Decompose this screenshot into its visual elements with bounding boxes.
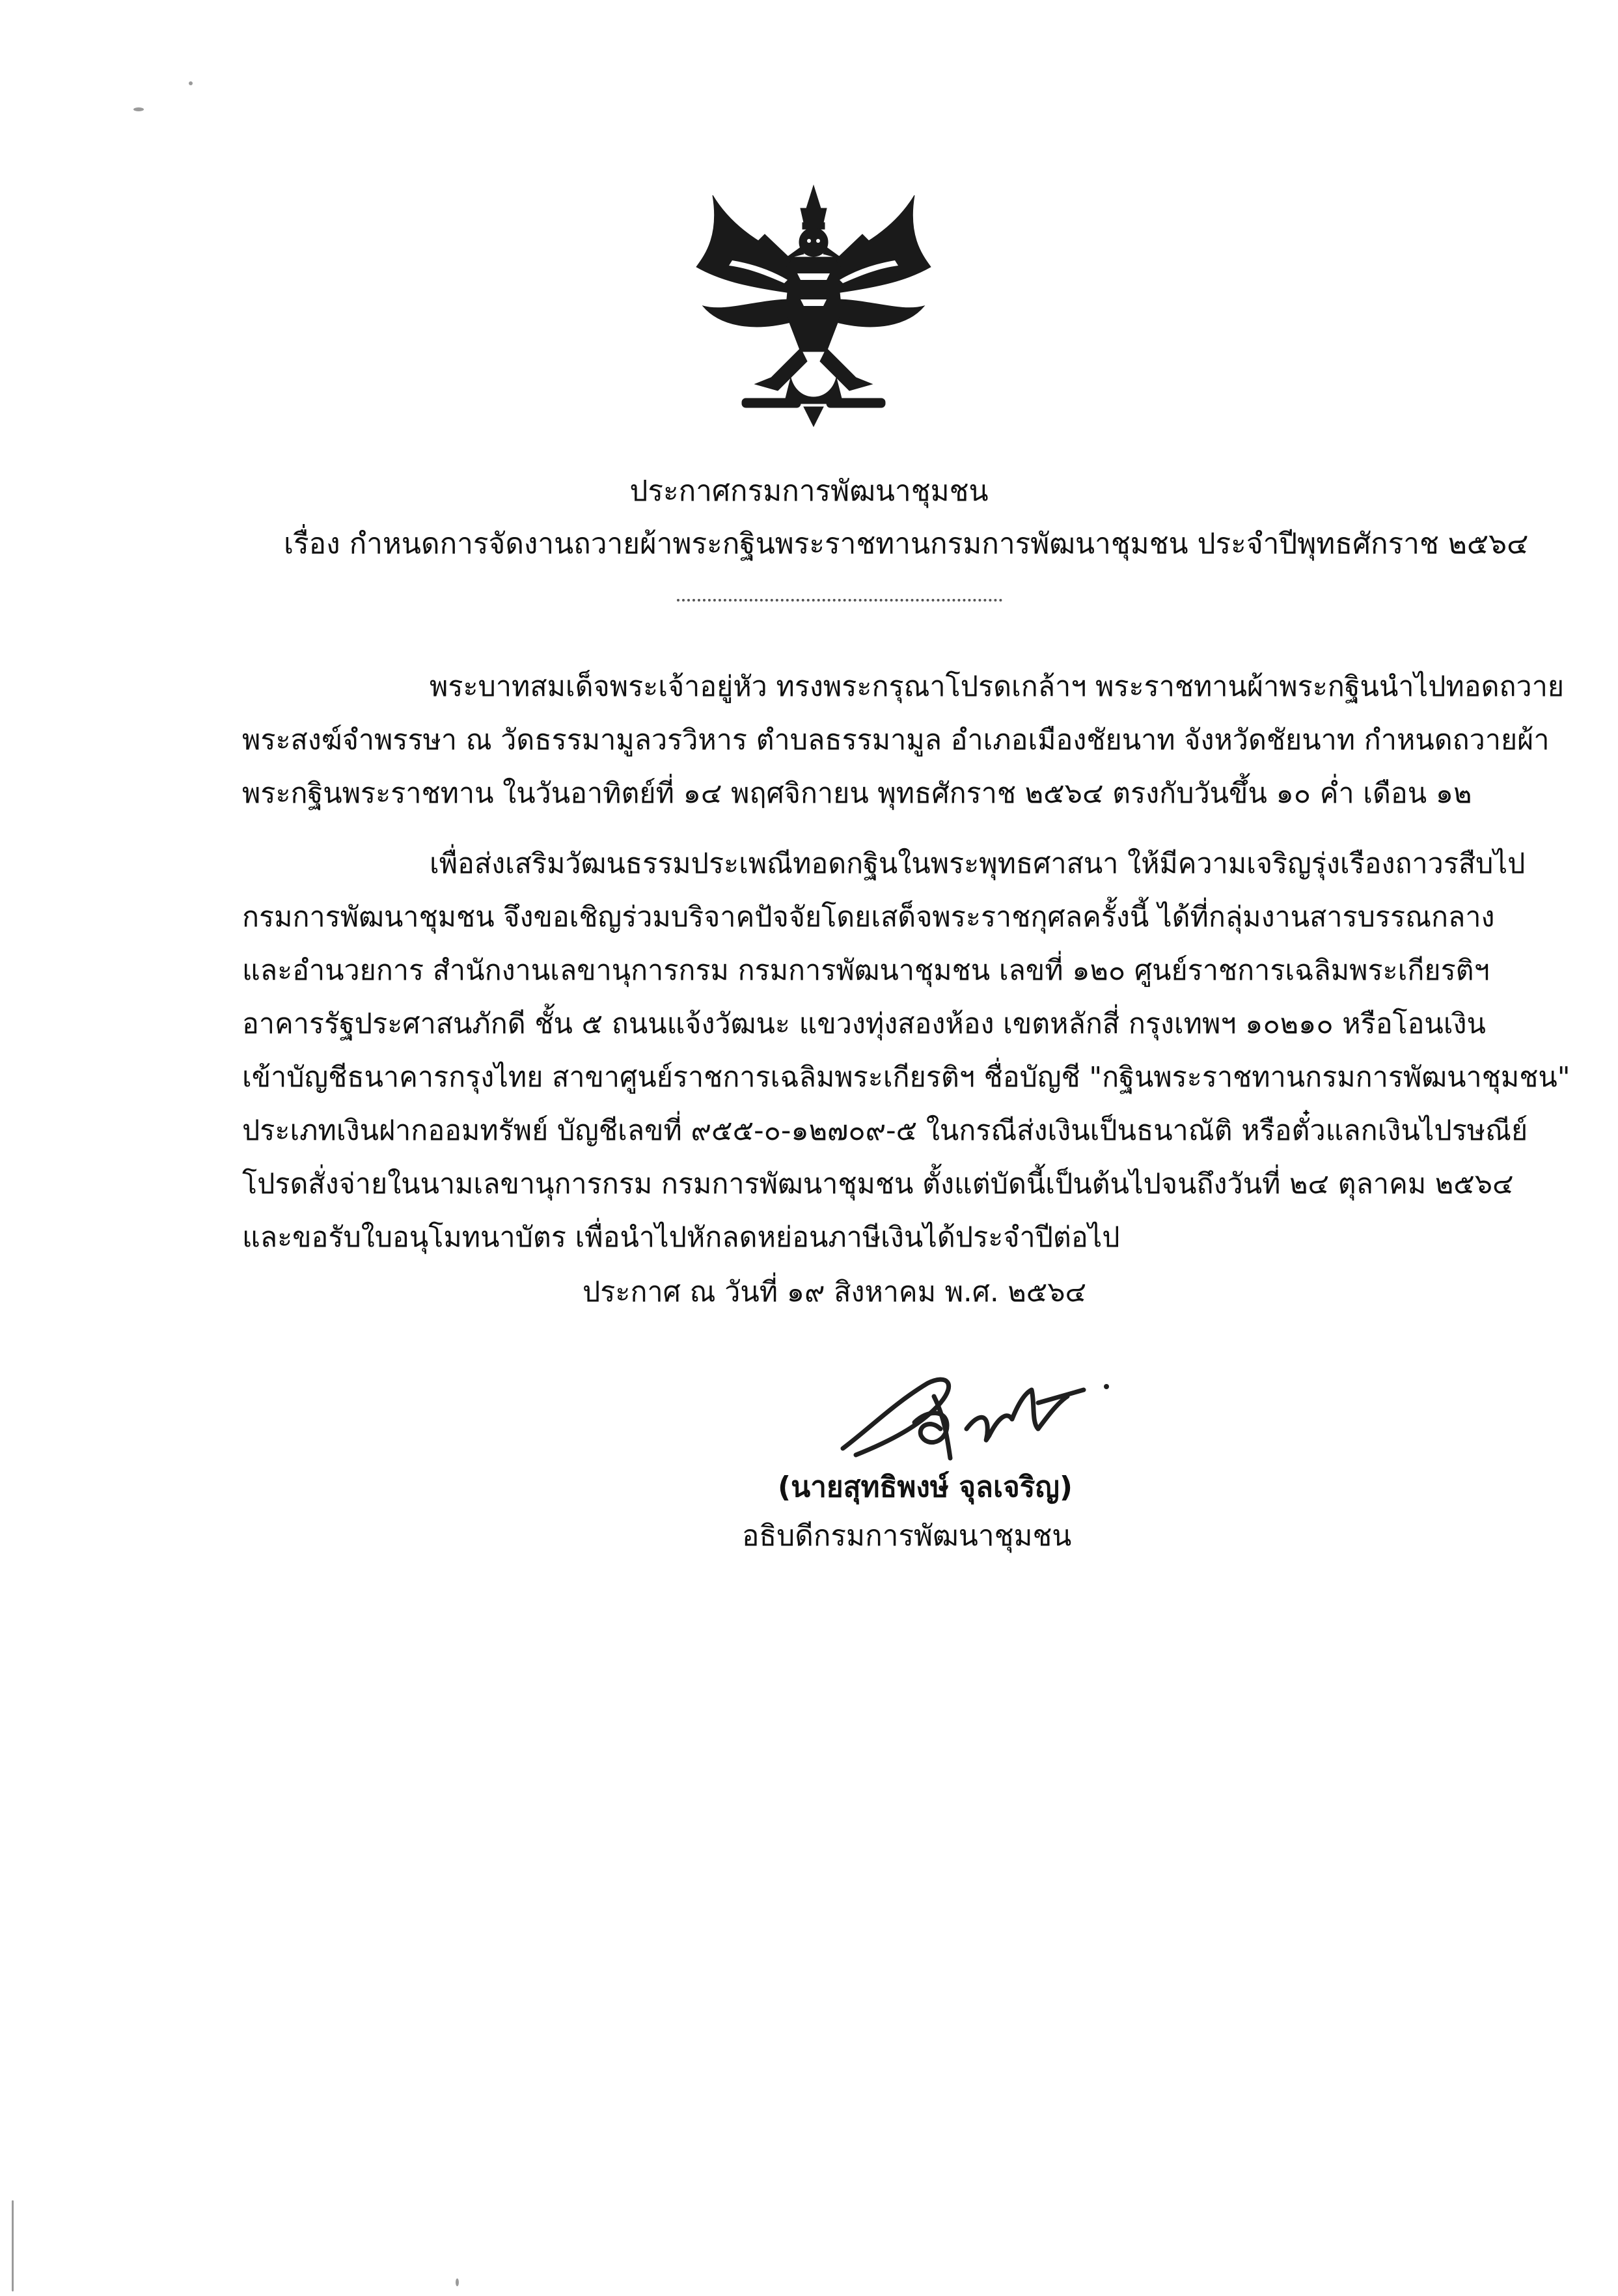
announcement-date: ประกาศ ณ วันที่ ๑๙ สิงหาคม พ.ศ. ๒๕๖๔	[583, 1276, 1087, 1308]
document-title: ประกาศกรมการพัฒนาชุมชน	[629, 475, 989, 508]
paragraph-2-line-4: อาคารรัฐประศาสนภักดี ชั้น ๕ ถนนแจ้งวัฒนะ แขวงทุ่งสองห้อง เขตหลักสี่ กรุงเทพฯ ๑๐๒๑๐ หรือโอนเงิน	[242, 1008, 1486, 1040]
dotted-divider	[677, 599, 1002, 602]
paragraph-2-line-6: ประเภทเงินฝากออมทรัพย์ บัญชีเลขที่ ๙๕๕-๐-๑๒๗๐๙-๕ ในกรณีส่งเงินเป็นธนาณัติ หรือตั๋วแลกเงินไปรษณีย์	[242, 1114, 1528, 1147]
handwritten-signature	[817, 1357, 1129, 1468]
paragraph-2-line-1: เพื่อส่งเสริมวัฒนธรรมประเพณีทอดกฐินในพระพุทธศาสนา ให้มีความเจริญรุ่งเรืองถาวรสืบไป	[430, 848, 1526, 880]
paragraph-2-line-3: และอำนวยการ สำนักงานเลขานุการกรม กรมการพัฒนาชุมชน เลขที่ ๑๒๐ ศูนย์ราชการเฉลิมพระเกียรติฯ	[242, 954, 1490, 987]
document-subject: เรื่อง กำหนดการจัดงานถวายผ้าพระกฐินพระราชทานกรมการพัฒนาชุมชน ประจำปีพุทธศักราช ๒๕๖๔	[284, 527, 1529, 560]
paragraph-2-line-7: โปรดสั่งจ่ายในนามเลขานุการกรม กรมการพัฒนาชุมชน ตั้งแต่บัดนี้เป็นต้นไปจนถึงวันที่ ๒๔ ตุลาคม ๒๕๖๔	[242, 1168, 1514, 1200]
paragraph-1-line-2: พระสงฆ์จำพรรษา ณ วัดธรรมามูลวรวิหาร ตำบลธรรมามูล อำเภอเมืองชัยนาท จังหวัดชัยนาท กำหนดถวายผ้า	[242, 724, 1550, 756]
paragraph-2-line-8: และขอรับใบอนุโมทนาบัตร เพื่อนำไปหักลดหย่อนภาษีเงินได้ประจำปีต่อไป	[242, 1221, 1120, 1254]
paragraph-2-line-2: กรมการพัฒนาชุมชน จึงขอเชิญร่วมบริจาคปัจจัยโดยเสด็จพระราชกุศลครั้งนี้ ได้ที่กลุ่มงานสารบรรณกลาง	[242, 901, 1495, 934]
scan-edge-mark	[12, 2200, 14, 2291]
scan-speck	[189, 81, 193, 85]
signatory-name: (นายสุทธิพงษ์ จุลเจริญ)	[778, 1471, 1073, 1504]
paragraph-1-line-3: พระกฐินพระราชทาน ในวันอาทิตย์ที่ ๑๔ พฤศจิกายน พุทธศักราช ๒๕๖๔ ตรงกับวันขึ้น ๑๐ ค่ำ เดือน ๑๒	[242, 777, 1472, 810]
scan-speck	[456, 2278, 459, 2286]
paragraph-1-line-1: พระบาทสมเด็จพระเจ้าอยู่หัว ทรงพระกรุณาโปรดเกล้าฯ พระราชทานผ้าพระกฐินนำไปทอดถวาย	[430, 671, 1565, 703]
signatory-position: อธิบดีกรมการพัฒนาชุมชน	[742, 1519, 1072, 1553]
garuda-emblem-icon	[693, 182, 934, 430]
scan-speck	[133, 107, 144, 111]
paragraph-2-line-5: เข้าบัญชีธนาคารกรุงไทย สาขาศูนย์ราชการเฉลิมพระเกียรติฯ ชื่อบัญชี "กฐินพระราชทานกรมการพัฒนาชุมชน"	[242, 1061, 1570, 1094]
